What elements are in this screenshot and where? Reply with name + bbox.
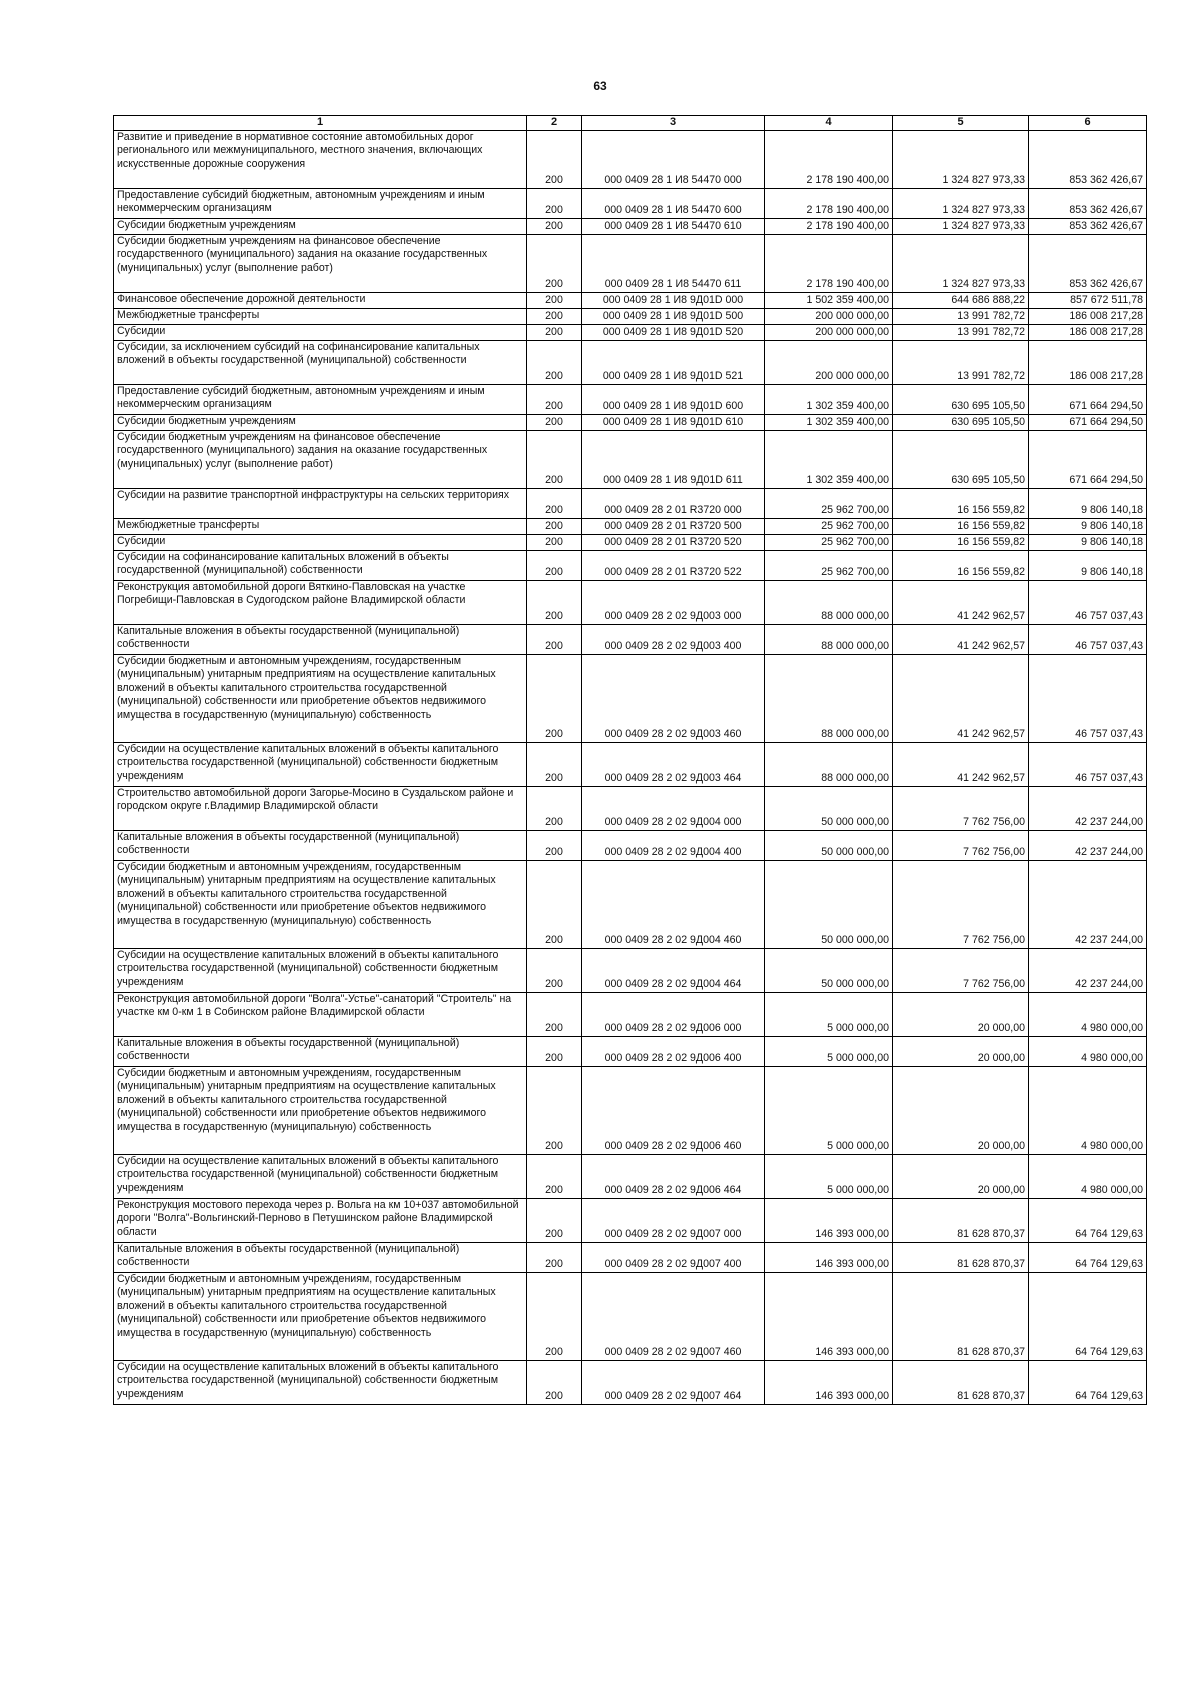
row-section-code: 200 <box>527 1360 582 1404</box>
row-approved-amount: 1 502 359 400,00 <box>765 292 893 308</box>
row-approved-amount: 2 178 190 400,00 <box>765 218 893 234</box>
row-executed-amount: 41 242 962,57 <box>893 580 1029 624</box>
row-approved-amount: 2 178 190 400,00 <box>765 234 893 292</box>
row-description: Предоставление субсидий бюджетным, автономным учреждениям и иным некоммерческим организациям <box>114 384 527 414</box>
row-approved-amount: 88 000 000,00 <box>765 654 893 742</box>
row-description: Предоставление субсидий бюджетным, автономным учреждениям и иным некоммерческим организациям <box>114 188 527 218</box>
row-approved-amount: 5 000 000,00 <box>765 992 893 1036</box>
column-header: 2 <box>527 116 582 131</box>
budget-execution-table <box>113 115 1147 1405</box>
row-classification-code: 000 0409 28 1 И8 54470 610 <box>582 218 765 234</box>
row-executed-amount: 630 695 105,50 <box>893 430 1029 488</box>
row-section-code: 200 <box>527 1066 582 1154</box>
row-approved-amount: 25 962 700,00 <box>765 488 893 518</box>
row-unexecuted-amount: 4 980 000,00 <box>1029 992 1147 1036</box>
row-classification-code: 000 0409 28 2 02 9Д006 460 <box>582 1066 765 1154</box>
row-executed-amount: 630 695 105,50 <box>893 414 1029 430</box>
table-row <box>114 1198 1147 1242</box>
table-row <box>114 1154 1147 1198</box>
row-description: Межбюджетные трансферты <box>114 308 527 324</box>
row-executed-amount: 41 242 962,57 <box>893 654 1029 742</box>
row-section-code: 200 <box>527 580 582 624</box>
row-approved-amount: 25 962 700,00 <box>765 534 893 550</box>
table-row <box>114 430 1147 488</box>
row-approved-amount: 5 000 000,00 <box>765 1036 893 1066</box>
row-description: Субсидии бюджетным учреждениям на финансовое обеспечение государственного (муниципального) задания на оказание государственных (муниципальных) услуг (выполнение работ) <box>114 234 527 292</box>
row-approved-amount: 50 000 000,00 <box>765 830 893 860</box>
row-unexecuted-amount: 853 362 426,67 <box>1029 188 1147 218</box>
row-classification-code: 000 0409 28 2 02 9Д003 000 <box>582 580 765 624</box>
row-classification-code: 000 0409 28 2 02 9Д003 400 <box>582 624 765 654</box>
page-number: 63 <box>593 79 607 93</box>
row-section-code: 200 <box>527 1242 582 1272</box>
row-unexecuted-amount: 42 237 244,00 <box>1029 830 1147 860</box>
row-section-code: 200 <box>527 218 582 234</box>
row-unexecuted-amount: 4 980 000,00 <box>1029 1036 1147 1066</box>
column-header: 6 <box>1029 116 1147 131</box>
row-unexecuted-amount: 42 237 244,00 <box>1029 948 1147 992</box>
row-approved-amount: 88 000 000,00 <box>765 580 893 624</box>
row-approved-amount: 88 000 000,00 <box>765 624 893 654</box>
row-executed-amount: 16 156 559,82 <box>893 488 1029 518</box>
column-header: 3 <box>582 116 765 131</box>
row-executed-amount: 16 156 559,82 <box>893 534 1029 550</box>
row-section-code: 200 <box>527 1272 582 1360</box>
row-description: Субсидии бюджетным учреждениям <box>114 218 527 234</box>
row-description: Субсидии бюджетным учреждениям на финансовое обеспечение государственного (муниципального) задания на оказание государственных (муниципальных) услуг (выполнение работ) <box>114 430 527 488</box>
table-row <box>114 340 1147 384</box>
table-row <box>114 488 1147 518</box>
row-classification-code: 000 0409 28 2 02 9Д003 464 <box>582 742 765 786</box>
row-section-code: 200 <box>527 860 582 948</box>
row-description: Субсидии на осуществление капитальных вложений в объекты капитального строительства государственной (муниципальной) собственности бюджетным учреждениям <box>114 1154 527 1198</box>
row-section-code: 200 <box>527 292 582 308</box>
row-section-code: 200 <box>527 992 582 1036</box>
row-classification-code: 000 0409 28 2 02 9Д004 400 <box>582 830 765 860</box>
row-section-code: 200 <box>527 1198 582 1242</box>
row-executed-amount: 7 762 756,00 <box>893 786 1029 830</box>
row-approved-amount: 50 000 000,00 <box>765 786 893 830</box>
row-unexecuted-amount: 671 664 294,50 <box>1029 430 1147 488</box>
table-row <box>114 534 1147 550</box>
row-executed-amount: 41 242 962,57 <box>893 624 1029 654</box>
row-classification-code: 000 0409 28 1 И8 54470 600 <box>582 188 765 218</box>
row-section-code: 200 <box>527 324 582 340</box>
row-description: Субсидии <box>114 534 527 550</box>
table-body <box>114 130 1147 1404</box>
row-unexecuted-amount: 64 764 129,63 <box>1029 1242 1147 1272</box>
row-classification-code: 000 0409 28 2 02 9Д007 400 <box>582 1242 765 1272</box>
row-unexecuted-amount: 46 757 037,43 <box>1029 580 1147 624</box>
row-approved-amount: 1 302 359 400,00 <box>765 414 893 430</box>
row-classification-code: 000 0409 28 2 02 9Д006 464 <box>582 1154 765 1198</box>
row-approved-amount: 200 000 000,00 <box>765 308 893 324</box>
table-row <box>114 860 1147 948</box>
row-section-code: 200 <box>527 414 582 430</box>
row-executed-amount: 1 324 827 973,33 <box>893 218 1029 234</box>
row-classification-code: 000 0409 28 2 01 R3720 520 <box>582 534 765 550</box>
row-approved-amount: 88 000 000,00 <box>765 742 893 786</box>
row-section-code: 200 <box>527 488 582 518</box>
row-classification-code: 000 0409 28 2 02 9Д007 464 <box>582 1360 765 1404</box>
row-classification-code: 000 0409 28 2 01 R3720 000 <box>582 488 765 518</box>
row-section-code: 200 <box>527 534 582 550</box>
row-unexecuted-amount: 46 757 037,43 <box>1029 742 1147 786</box>
row-section-code: 200 <box>527 654 582 742</box>
row-description: Капитальные вложения в объекты государственной (муниципальной) собственности <box>114 1242 527 1272</box>
table-row <box>114 414 1147 430</box>
row-approved-amount: 146 393 000,00 <box>765 1360 893 1404</box>
column-header: 4 <box>765 116 893 131</box>
row-approved-amount: 146 393 000,00 <box>765 1272 893 1360</box>
row-executed-amount: 20 000,00 <box>893 1036 1029 1066</box>
row-approved-amount: 1 302 359 400,00 <box>765 430 893 488</box>
table-row <box>114 324 1147 340</box>
row-classification-code: 000 0409 28 1 И8 9Д01D 521 <box>582 340 765 384</box>
row-approved-amount: 50 000 000,00 <box>765 948 893 992</box>
row-unexecuted-amount: 671 664 294,50 <box>1029 384 1147 414</box>
table-row <box>114 518 1147 534</box>
table-row <box>114 830 1147 860</box>
row-description: Субсидии на развитие транспортной инфраструктуры на сельских территориях <box>114 488 527 518</box>
row-unexecuted-amount: 9 806 140,18 <box>1029 534 1147 550</box>
row-classification-code: 000 0409 28 2 02 9Д004 460 <box>582 860 765 948</box>
row-unexecuted-amount: 42 237 244,00 <box>1029 786 1147 830</box>
row-unexecuted-amount: 4 980 000,00 <box>1029 1154 1147 1198</box>
row-classification-code: 000 0409 28 2 02 9Д004 000 <box>582 786 765 830</box>
row-description: Реконструкция автомобильной дороги Вяткино-Павловская на участке Погребищи-Павловская в Судогодском районе Владимирской области <box>114 580 527 624</box>
table-row <box>114 1360 1147 1404</box>
row-unexecuted-amount: 9 806 140,18 <box>1029 488 1147 518</box>
row-classification-code: 000 0409 28 2 02 9Д006 000 <box>582 992 765 1036</box>
table-row <box>114 234 1147 292</box>
row-executed-amount: 81 628 870,37 <box>893 1360 1029 1404</box>
row-classification-code: 000 0409 28 2 02 9Д007 000 <box>582 1198 765 1242</box>
row-description: Финансовое обеспечение дорожной деятельности <box>114 292 527 308</box>
row-section-code: 200 <box>527 308 582 324</box>
row-section-code: 200 <box>527 1154 582 1198</box>
row-executed-amount: 81 628 870,37 <box>893 1198 1029 1242</box>
row-section-code: 200 <box>527 518 582 534</box>
row-approved-amount: 146 393 000,00 <box>765 1242 893 1272</box>
row-section-code: 200 <box>527 130 582 188</box>
table-row <box>114 1066 1147 1154</box>
row-description: Капитальные вложения в объекты государственной (муниципальной) собственности <box>114 624 527 654</box>
row-description: Субсидии бюджетным учреждениям <box>114 414 527 430</box>
row-unexecuted-amount: 186 008 217,28 <box>1029 324 1147 340</box>
row-classification-code: 000 0409 28 2 02 9Д003 460 <box>582 654 765 742</box>
row-executed-amount: 13 991 782,72 <box>893 308 1029 324</box>
row-executed-amount: 1 324 827 973,33 <box>893 234 1029 292</box>
row-section-code: 200 <box>527 948 582 992</box>
row-section-code: 200 <box>527 830 582 860</box>
row-description: Капитальные вложения в объекты государственной (муниципальной) собственности <box>114 830 527 860</box>
row-executed-amount: 13 991 782,72 <box>893 340 1029 384</box>
row-section-code: 200 <box>527 384 582 414</box>
table-row <box>114 624 1147 654</box>
row-description: Субсидии на софинансирование капитальных вложений в объекты государственной (муниципальной) собственности <box>114 550 527 580</box>
row-description: Развитие и приведение в нормативное состояние автомобильных дорог регионального или межмуниципального, местного значения, включающих искусственные дорожные сооружения <box>114 130 527 188</box>
table-row <box>114 218 1147 234</box>
table-row <box>114 1036 1147 1066</box>
row-section-code: 200 <box>527 234 582 292</box>
row-description: Субсидии на осуществление капитальных вложений в объекты капитального строительства государственной (муниципальной) собственности бюджетным учреждениям <box>114 742 527 786</box>
row-section-code: 200 <box>527 430 582 488</box>
row-description: Субсидии <box>114 324 527 340</box>
row-section-code: 200 <box>527 624 582 654</box>
table-row <box>114 384 1147 414</box>
header-row <box>114 116 1147 131</box>
table-row <box>114 188 1147 218</box>
row-approved-amount: 2 178 190 400,00 <box>765 188 893 218</box>
row-executed-amount: 20 000,00 <box>893 1154 1029 1198</box>
row-section-code: 200 <box>527 742 582 786</box>
row-section-code: 200 <box>527 340 582 384</box>
row-section-code: 200 <box>527 1036 582 1066</box>
row-unexecuted-amount: 853 362 426,67 <box>1029 234 1147 292</box>
table-row <box>114 786 1147 830</box>
row-description: Межбюджетные трансферты <box>114 518 527 534</box>
column-header: 5 <box>893 116 1029 131</box>
table-row <box>114 580 1147 624</box>
row-classification-code: 000 0409 28 1 И8 9Д01D 610 <box>582 414 765 430</box>
row-classification-code: 000 0409 28 1 И8 9Д01D 520 <box>582 324 765 340</box>
row-executed-amount: 81 628 870,37 <box>893 1272 1029 1360</box>
row-description: Субсидии на осуществление капитальных вложений в объекты капитального строительства государственной (муниципальной) собственности бюджетным учреждениям <box>114 1360 527 1404</box>
row-unexecuted-amount: 186 008 217,28 <box>1029 340 1147 384</box>
row-classification-code: 000 0409 28 2 01 R3720 500 <box>582 518 765 534</box>
table-row <box>114 308 1147 324</box>
row-executed-amount: 7 762 756,00 <box>893 948 1029 992</box>
row-executed-amount: 41 242 962,57 <box>893 742 1029 786</box>
row-executed-amount: 20 000,00 <box>893 992 1029 1036</box>
row-classification-code: 000 0409 28 1 И8 9Д01D 000 <box>582 292 765 308</box>
row-section-code: 200 <box>527 550 582 580</box>
row-unexecuted-amount: 64 764 129,63 <box>1029 1198 1147 1242</box>
row-executed-amount: 630 695 105,50 <box>893 384 1029 414</box>
row-unexecuted-amount: 853 362 426,67 <box>1029 218 1147 234</box>
table-row <box>114 1242 1147 1272</box>
row-classification-code: 000 0409 28 2 02 9Д007 460 <box>582 1272 765 1360</box>
row-approved-amount: 1 302 359 400,00 <box>765 384 893 414</box>
row-approved-amount: 200 000 000,00 <box>765 340 893 384</box>
row-unexecuted-amount: 46 757 037,43 <box>1029 624 1147 654</box>
row-unexecuted-amount: 853 362 426,67 <box>1029 130 1147 188</box>
row-executed-amount: 81 628 870,37 <box>893 1242 1029 1272</box>
row-approved-amount: 2 178 190 400,00 <box>765 130 893 188</box>
row-description: Строительство автомобильной дороги Загорье-Мосино в Суздальском районе и городском округе г.Владимир Владимирской области <box>114 786 527 830</box>
row-classification-code: 000 0409 28 1 И8 54470 611 <box>582 234 765 292</box>
row-section-code: 200 <box>527 786 582 830</box>
row-description: Реконструкция мостового перехода через р. Вольга на км 10+037 автомобильной дороги "Волга"-Вольгинский-Перново в Петушинском районе Владимирской области <box>114 1198 527 1242</box>
row-classification-code: 000 0409 28 1 И8 9Д01D 500 <box>582 308 765 324</box>
row-approved-amount: 5 000 000,00 <box>765 1066 893 1154</box>
row-executed-amount: 1 324 827 973,33 <box>893 188 1029 218</box>
row-classification-code: 000 0409 28 1 И8 9Д01D 611 <box>582 430 765 488</box>
table-row <box>114 742 1147 786</box>
row-executed-amount: 7 762 756,00 <box>893 830 1029 860</box>
row-executed-amount: 16 156 559,82 <box>893 518 1029 534</box>
row-classification-code: 000 0409 28 2 02 9Д006 400 <box>582 1036 765 1066</box>
row-classification-code: 000 0409 28 1 И8 54470 000 <box>582 130 765 188</box>
row-unexecuted-amount: 4 980 000,00 <box>1029 1066 1147 1154</box>
row-unexecuted-amount: 64 764 129,63 <box>1029 1360 1147 1404</box>
row-description: Субсидии бюджетным и автономным учреждениям, государственным (муниципальным) унитарным предприятиям на осуществление капитальных вложений в объекты капитального строительства государственной (муниципальной) собственности или приобретение объектов недвижимого имущества в государственную (муниципальную) собственность <box>114 1066 527 1154</box>
row-executed-amount: 13 991 782,72 <box>893 324 1029 340</box>
row-classification-code: 000 0409 28 1 И8 9Д01D 600 <box>582 384 765 414</box>
row-classification-code: 000 0409 28 2 02 9Д004 464 <box>582 948 765 992</box>
row-unexecuted-amount: 9 806 140,18 <box>1029 518 1147 534</box>
row-executed-amount: 644 686 888,22 <box>893 292 1029 308</box>
row-approved-amount: 200 000 000,00 <box>765 324 893 340</box>
row-executed-amount: 7 762 756,00 <box>893 860 1029 948</box>
row-unexecuted-amount: 671 664 294,50 <box>1029 414 1147 430</box>
row-approved-amount: 146 393 000,00 <box>765 1198 893 1242</box>
row-classification-code: 000 0409 28 2 01 R3720 522 <box>582 550 765 580</box>
row-executed-amount: 1 324 827 973,33 <box>893 130 1029 188</box>
table-row <box>114 130 1147 188</box>
row-description: Субсидии бюджетным и автономным учреждениям, государственным (муниципальным) унитарным предприятиям на осуществление капитальных вложений в объекты капитального строительства государственной (муниципальной) собственности или приобретение объектов недвижимого имущества в государственную (муниципальную) собственность <box>114 1272 527 1360</box>
table-row <box>114 1272 1147 1360</box>
row-approved-amount: 50 000 000,00 <box>765 860 893 948</box>
column-header: 1 <box>114 116 527 131</box>
row-executed-amount: 16 156 559,82 <box>893 550 1029 580</box>
table-row <box>114 948 1147 992</box>
row-approved-amount: 25 962 700,00 <box>765 518 893 534</box>
table-row <box>114 292 1147 308</box>
table-row <box>114 654 1147 742</box>
row-description: Субсидии, за исключением субсидий на софинансирование капитальных вложений в объекты государственной (муниципальной) собственности <box>114 340 527 384</box>
row-description: Субсидии бюджетным и автономным учреждениям, государственным (муниципальным) унитарным предприятиям на осуществление капитальных вложений в объекты капитального строительства государственной (муниципальной) собственности или приобретение объектов недвижимого имущества в государственную (муниципальную) собственность <box>114 860 527 948</box>
row-description: Реконструкция автомобильной дороги "Волга"-Устье"-санаторий "Строитель" на участке км 0-км 1 в Собинском районе Владимирской области <box>114 992 527 1036</box>
row-section-code: 200 <box>527 188 582 218</box>
row-description: Капитальные вложения в объекты государственной (муниципальной) собственности <box>114 1036 527 1066</box>
row-unexecuted-amount: 186 008 217,28 <box>1029 308 1147 324</box>
row-executed-amount: 20 000,00 <box>893 1066 1029 1154</box>
row-unexecuted-amount: 9 806 140,18 <box>1029 550 1147 580</box>
table-row <box>114 992 1147 1036</box>
row-unexecuted-amount: 64 764 129,63 <box>1029 1272 1147 1360</box>
table-row <box>114 550 1147 580</box>
row-unexecuted-amount: 857 672 511,78 <box>1029 292 1147 308</box>
row-description: Субсидии на осуществление капитальных вложений в объекты капитального строительства государственной (муниципальной) собственности бюджетным учреждениям <box>114 948 527 992</box>
row-approved-amount: 5 000 000,00 <box>765 1154 893 1198</box>
row-unexecuted-amount: 46 757 037,43 <box>1029 654 1147 742</box>
row-description: Субсидии бюджетным и автономным учреждениям, государственным (муниципальным) унитарным предприятиям на осуществление капитальных вложений в объекты капитального строительства государственной (муниципальной) собственности или приобретение объектов недвижимого имущества в государственную (муниципальную) собственность <box>114 654 527 742</box>
row-approved-amount: 25 962 700,00 <box>765 550 893 580</box>
row-unexecuted-amount: 42 237 244,00 <box>1029 860 1147 948</box>
